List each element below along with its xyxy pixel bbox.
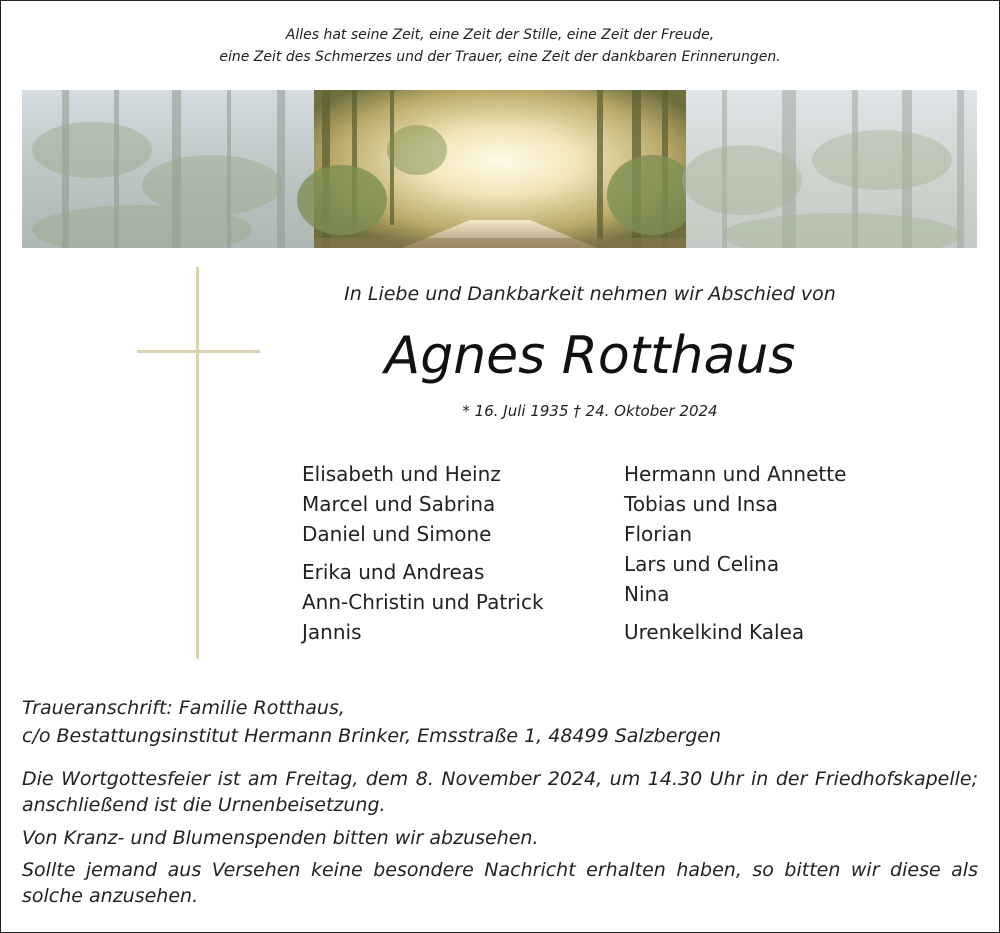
family-member: Daniel und Simone [302,522,492,546]
address-line-2: c/o Bestattungsinstitut Hermann Brinker, Emsstraße 1, 48499 Salzbergen [22,725,722,747]
motto-line-1: Alles hat seine Zeit, eine Zeit der Stille, eine Zeit der Freude, [285,27,715,43]
family-member: Erika und Andreas [302,560,485,584]
cross-vertical-bar [196,267,199,659]
family-member: Marcel und Sabrina [302,492,496,516]
service-notice: Die Wortgottesfeier ist am Freitag, dem 8. November 2024, um 14.30 Uhr in der Friedhofskapelle; anschließend ist die Urnenbeisetzung. [22,768,978,816]
motto-line-2: eine Zeit des Schmerzes und der Trauer, eine Zeit der dankbaren Erinnerungen. [219,49,781,65]
mourning-address [22,694,721,750]
no-notice-remark: Sollte jemand aus Versehen keine besondere Nachricht erhalten haben, so bitten wir diese als solche anzusehen. [22,859,978,907]
farewell-intro: In Liebe und Dankbarkeit nehmen wir Abschied von [344,283,836,305]
address-line-1: Traueranschrift: Familie Rotthaus, [22,697,345,719]
family-member: Ann-Christin und Patrick [302,590,544,614]
family-member: Tobias und Insa [624,492,778,516]
family-member: Elisabeth und Heinz [302,462,501,486]
forest-path-image [22,90,977,248]
family-member: Jannis [302,620,362,644]
deceased-name: Agnes Rotthaus [384,326,796,386]
family-list-right [624,459,846,647]
family-member: Hermann und Annette [624,462,847,486]
motto [0,24,1000,68]
life-dates: * 16. Juli 1935 † 24. Oktober 2024 [462,402,718,420]
family-member: Florian [624,522,693,546]
family-member: Lars und Celina [624,552,780,576]
family-member: Nina [624,582,670,606]
family-list-left [302,459,544,647]
flowers-notice: Von Kranz- und Blumenspenden bitten wir abzusehen. [22,827,539,849]
family-member: Urenkelkind Kalea [624,620,805,644]
